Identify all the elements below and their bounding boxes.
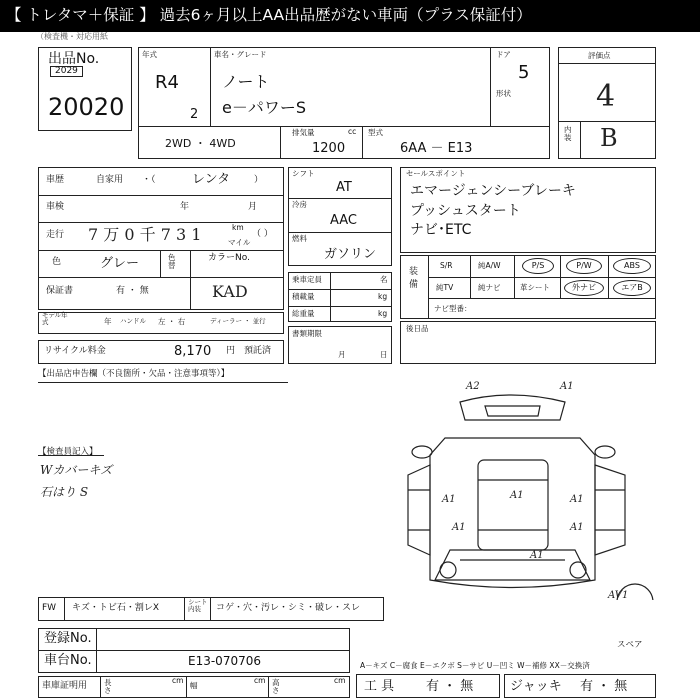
seat-text: コゲ・穴・汚レ・シミ・破レ・スレ	[216, 603, 361, 613]
color: グレー	[100, 256, 140, 271]
history-close: ）	[254, 175, 264, 185]
mileage: 7 万 0 千 7 3 1	[88, 225, 202, 244]
drive: 2WD ・ 4WD	[165, 137, 236, 150]
jack-value: 有 ・ 無	[580, 679, 628, 694]
reg-label: 登録No.	[44, 631, 92, 646]
cert-height: 高さ	[272, 678, 280, 695]
capacity-unit: 名	[380, 275, 388, 284]
inspector-note-1: Wカバーキズ	[40, 463, 113, 477]
grade: e－パワーS	[222, 98, 307, 117]
cert-length-cm: cm	[172, 676, 184, 685]
banner-text: 【 トレタマ＋保証 】 過去6ヶ月以上AA出品歴がない車両（プラス保証付）	[6, 6, 532, 24]
equip-ps: P/S	[522, 258, 554, 274]
equip-navi: 純ナビ	[478, 283, 501, 292]
inspection-label: 車検	[46, 202, 65, 212]
ac: AAC	[330, 213, 357, 228]
equip-abs: ABS	[613, 258, 651, 274]
history-label: 車歴	[46, 175, 65, 185]
load-label: 積載量	[292, 292, 315, 301]
score: 4	[596, 79, 616, 114]
history-dot: ・（	[142, 175, 156, 185]
damage-mark-a1-lower-left: A1	[452, 522, 466, 533]
sales-point-3: ナビ･ETC	[410, 222, 472, 238]
history-private: 自家用	[96, 175, 124, 185]
dealer: ディーラー ・ 並行	[210, 317, 266, 325]
seat-label: シート内装	[188, 598, 208, 613]
lot-label: 出品No.	[48, 51, 100, 67]
equipment-label: 装備	[409, 267, 419, 290]
equip-aw: 純A/W	[478, 261, 501, 270]
tools-value: 有 ・ 無	[426, 679, 474, 694]
era: R4	[155, 72, 179, 93]
interior: B	[600, 124, 618, 152]
shift-label: シフト	[292, 169, 315, 178]
equip-ext-navi: 外ナビ	[564, 280, 604, 296]
type-label: 型式	[368, 128, 383, 137]
chassis: E13-070706	[188, 654, 261, 668]
year-label: 年式	[142, 50, 157, 59]
sales-point-2: プッシュスタート	[410, 203, 521, 219]
ac-label: 冷房	[292, 200, 307, 209]
recycle-value: 8,170	[174, 344, 212, 359]
damage-mark-a1-top: A1	[560, 381, 574, 392]
equip-pw: P/W	[566, 258, 602, 274]
model: ノート	[222, 72, 270, 91]
damage-mark-a1-right: A1	[570, 494, 584, 505]
recycle-unit: 円	[226, 346, 236, 356]
capacity-label: 乗車定員	[292, 275, 322, 284]
score-label: 評価点	[588, 51, 611, 60]
damage-mark-a1-left: A1	[442, 494, 456, 505]
inspector-label: 【検査員記入】	[38, 447, 98, 457]
sales-point-1: エマージェンシーブレーキ	[410, 183, 576, 199]
top-cut-text: （検査機・対応用紙	[36, 32, 108, 41]
cert-length: 長さ	[104, 678, 112, 695]
inspector-note-2: 石はり S	[40, 485, 89, 499]
after-box	[400, 321, 656, 364]
equip-nav-model: ナビ型番：	[434, 304, 472, 313]
damage-mark-a1-lower-right: A1	[570, 522, 584, 533]
model-year-label: モデル年式	[42, 311, 68, 326]
history-rental: レンタ	[192, 172, 231, 187]
tools-label: 工 具	[364, 679, 395, 694]
interior-label: 内装	[564, 125, 572, 142]
handle-value: 左 ・ 右	[158, 317, 186, 326]
equip-airbag: エアB	[613, 280, 651, 296]
doc-day: 日	[380, 350, 388, 359]
lot-code: 2029	[50, 66, 83, 77]
doc-unit: 月	[338, 350, 346, 359]
shape-label: 形状	[496, 89, 511, 98]
equip-tv: 純TV	[436, 283, 454, 292]
inspection-month: 月	[248, 202, 258, 212]
displacement: 1200	[312, 141, 346, 156]
damage-mark-a1-center: A1	[510, 490, 524, 501]
cert-height-cm: cm	[334, 676, 346, 685]
handle-label: ハンドル	[120, 317, 146, 325]
inspection-year: 年	[180, 202, 190, 212]
fuel: ガソリン	[324, 247, 377, 262]
load-unit: kg	[378, 292, 388, 301]
doors: 5	[518, 62, 530, 83]
fw-text: キズ・トビ石・割レX	[72, 603, 159, 613]
warranty-value: 有 ・ 無	[116, 286, 149, 296]
damage-mark-av1: AV1	[608, 590, 629, 600]
mileage-paren: （ ）	[252, 229, 273, 239]
color-no: KAD	[212, 282, 248, 301]
fw-label: FW	[42, 603, 57, 613]
equip-leather: 革シート	[520, 283, 550, 292]
gross-label: 総重量	[292, 309, 315, 318]
model-year-unit: 年	[104, 317, 112, 326]
after-label: 後日品	[406, 324, 429, 333]
report-label: 【出品店申告欄（不良箇所・欠品・注意事項等）】	[38, 369, 230, 379]
recycle-label: リサイクル料金	[44, 346, 106, 356]
cert-label: 車庫証明用	[42, 681, 88, 691]
damage-mark-a2: A2	[466, 381, 480, 392]
cc-unit: cc	[348, 127, 357, 136]
shift: AT	[336, 180, 352, 195]
lot-number: 20020	[48, 93, 125, 121]
door-label: ドア	[496, 50, 511, 59]
damage-mark-a1-front: A1	[530, 550, 544, 561]
model-code: 6AA － E13	[400, 141, 473, 156]
color-no-label: カラーNo.	[208, 253, 250, 263]
fuel-label: 燃料	[292, 234, 307, 243]
color-change: 色替	[168, 253, 176, 270]
name-label: 車名・グレード	[214, 50, 267, 59]
recycle-deposit: 預託済	[244, 346, 272, 356]
month: 2	[190, 107, 199, 122]
gross-unit: kg	[378, 309, 388, 318]
equip-sr: S/R	[440, 261, 453, 270]
cert-width: 幅	[190, 681, 198, 690]
cert-width-cm: cm	[254, 676, 266, 685]
jack-label: ジャッキ	[510, 679, 562, 694]
spare-label: スペア	[617, 640, 643, 650]
chassis-label: 車台No.	[44, 653, 92, 668]
damage-legend: A－キズ C－腐食 E－エクボ S－サビ U－凹ミ W－補修 XX－交換済	[360, 661, 590, 670]
mileage-label: 走行	[46, 230, 65, 240]
mile: マイル	[228, 238, 251, 247]
color-label: 色	[52, 257, 62, 267]
doc-label: 書類期限	[292, 329, 322, 338]
sales-label: セールスポイント	[406, 169, 466, 178]
km: km	[232, 223, 244, 232]
displacement-label: 排気量	[292, 128, 315, 137]
car-diagram	[400, 380, 700, 600]
warranty-label: 保証書	[46, 286, 74, 296]
